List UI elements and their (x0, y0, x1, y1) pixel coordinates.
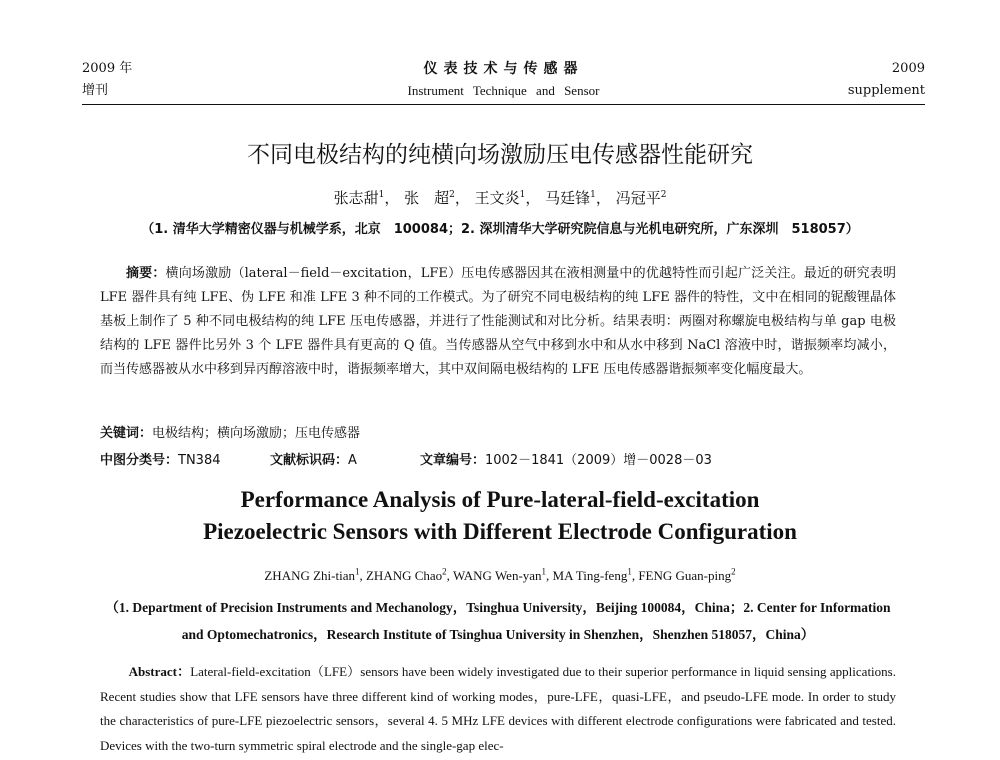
article-number-value: 1002－1841（2009）增－0028－03 (485, 453, 712, 468)
document-code (270, 451, 420, 471)
author-name: ZHANG Chao (365, 568, 443, 583)
doc-code-label: 文献标识码： (270, 453, 349, 468)
doc-code-value: A (348, 453, 357, 468)
keywords-cn-label: 关键词： (100, 426, 153, 441)
clc-number (100, 451, 270, 471)
author-affiliation-mark: 2 (449, 190, 455, 200)
keywords-cn (100, 424, 360, 444)
header-issue: 增刊 (82, 83, 109, 98)
paper-title-cn: 不同电极结构的纯横向场激励压电传感器性能研究 (247, 142, 753, 168)
clc-value: TN384 (178, 453, 221, 468)
author-name: ZHANG Zhi-tian (264, 568, 355, 583)
author-name: MA Ting-feng (552, 568, 628, 583)
affiliation-en: （1. Department of Precision Instruments and Mechanology，Tsinghua University，Beijing 100084，China；2. Center for Information and Optomechatronics，Research Institute of Tsinghua University in Shenzhen，Shenzhen 518057，China） (105, 600, 891, 642)
article-number-label: 文章编号： (420, 453, 486, 468)
abstract-cn (100, 262, 896, 382)
abstract-cn-text: 横向场激励（lateral－field－excitation，LFE）压电传感器因其在液相测量中的优越特性而引起广泛关注。最近的研究表明 LFE 器件具有纯 LFE、伪 LFE 和准 LFE 3 种不同的工作模式。为了研究不同电极结构的纯 LFE 器件的特性，文中在相同的铌酸锂晶体基板上制作了 5 种不同电极结构的纯 LFE 压电传感器，并进行了性能测试和对比分析。结果表明：两圈对称螺旋电极结构与单 gap 电极结构的 LFE 器件比另外 3 个 LFE 器件具有更高的 Q 值。当传感器从空气中移到水中和从水中移到 NaCl 溶液中时，谐振频率均减小，而当传感器被从水中移到异丙醇溶液中时，谐振频率增大，其中双间隔电极结构的 LFE 压电传感器谐振频率变化幅度最大。 (100, 266, 896, 377)
journal-title-cn: 仪表技术与传感器 (423, 61, 584, 77)
author-affiliation-mark: 2 (731, 566, 736, 577)
abstract-en (100, 660, 896, 758)
journal-title-en: Instrument Technique and Sensor (407, 83, 600, 98)
header-issue-right: supplement (847, 83, 925, 98)
classification-line (100, 451, 712, 471)
author-name: WANG Wen-yan (452, 568, 542, 583)
clc-label: 中图分类号： (100, 453, 179, 468)
keywords-cn-text: 电极结构；横向场激励；压电传感器 (152, 426, 361, 441)
paper-title-en (0, 484, 1000, 548)
header-journal (82, 58, 925, 102)
author-name: FENG Guan-ping (638, 568, 732, 583)
author-list-cn: 张志甜$^1$， 张 超$^2$， 王文炎$^1$， 马廷锋$^1$， 冯冠平$^2$ (333, 189, 667, 207)
author-name: 张志甜 (333, 189, 379, 207)
author-affiliation-mark: 1 (378, 190, 385, 200)
abstract-en-label: Abstract： (128, 664, 191, 679)
author-affiliation-mark: 1 (627, 566, 632, 577)
author-affiliation-mark: 1 (541, 566, 547, 577)
header-right (848, 58, 925, 102)
paper-title-en-line1: Performance Analysis of Pure-lateral-field-excitation (240, 487, 760, 512)
page-header (82, 58, 925, 106)
affiliation-cn: （1. 清华大学精密仪器与机械学系，北京 100084；2. 深圳清华大学研究院信息与光机电研究所，广东深圳 518057） (141, 222, 859, 237)
article-number (420, 451, 712, 471)
author-affiliation-mark: 1 (354, 566, 360, 577)
author-affiliation-mark: 1 (519, 190, 526, 200)
author-affiliation-mark: 2 (660, 190, 667, 200)
author-list-en: ZHANG Zhi-tian$^1$, ZHANG Chao$^2$, WANG Wen-yan$^1$, MA Ting-feng$^1$, FENG Guan-ping$^2$ (264, 566, 736, 583)
abstract-cn-label: 摘要： (126, 266, 166, 281)
header-year: 2009 年 (82, 61, 133, 76)
author-affiliation-mark: 2 (442, 566, 447, 577)
author-affiliation-mark: 1 (590, 190, 596, 200)
header-year-right: 2009 (891, 61, 925, 76)
author-name: 张 超 (404, 189, 450, 207)
abstract-en-text: Lateral-field-excitation（LFE）sensors have been widely investigated due to their superior performance in liquid sensing applications. Recent studies show that LFE sensors have three different kind of working modes，pure-LFE，quasi-LFE，and pseudo-LFE mode. In order to study the characteristics of pure-LFE piezoelectric sensors，several 4. 5 MHz LFE devices with different electrode configurations were fabricated and tested. Devices with the two-turn symmetric spiral electrode and the single-gap elec- (100, 664, 896, 753)
author-name: 冯冠平 (615, 189, 661, 207)
author-name: 王文炎 (474, 189, 520, 207)
header-rule (82, 104, 925, 105)
author-name: 马廷锋 (545, 189, 591, 207)
paper-title-en-line2: Piezoelectric Sensors with Different Electrode Configuration (203, 519, 797, 544)
